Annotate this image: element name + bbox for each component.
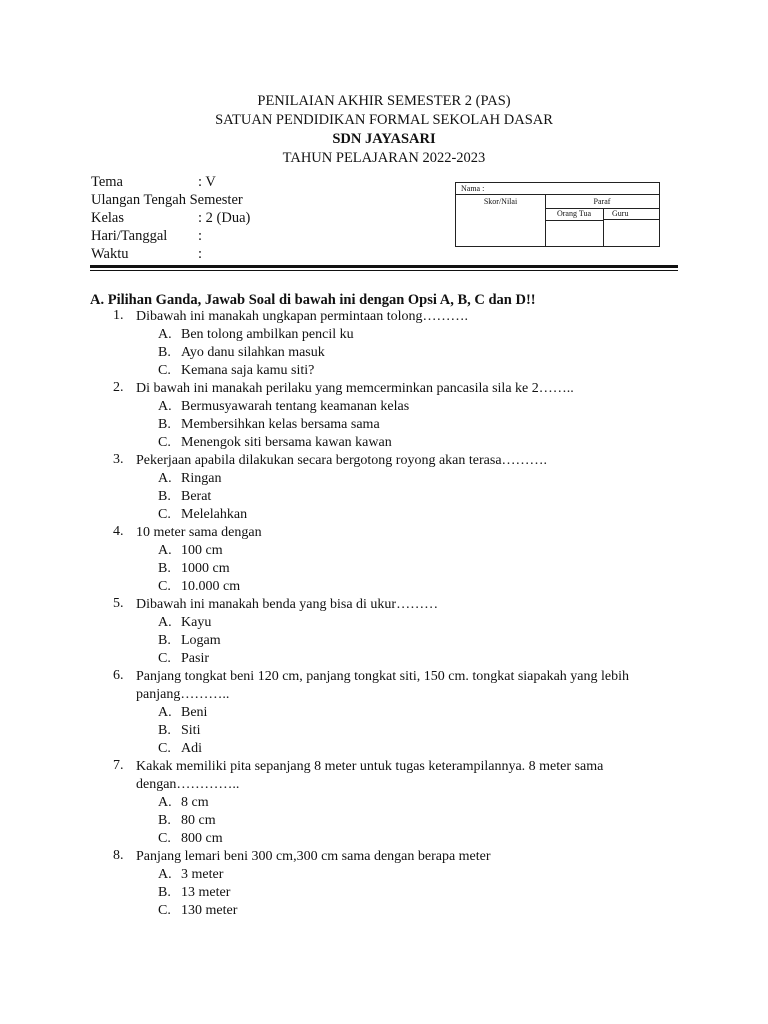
option-letter: C. (158, 507, 171, 522)
info-label: Hari/Tanggal (91, 228, 168, 244)
question-text: 10 meter sama dengan (136, 525, 262, 540)
answer-option[interactable] (0, 578, 768, 596)
option-letter: C. (158, 903, 171, 918)
option-text: 13 meter (181, 885, 231, 900)
answer-option[interactable] (0, 902, 768, 920)
answer-option[interactable] (0, 416, 768, 434)
answer-option[interactable] (0, 434, 768, 452)
exam-header (0, 92, 768, 168)
question-item (0, 524, 768, 596)
option-letter: B. (158, 417, 171, 432)
academic-year: TAHUN PELAJARAN 2022-2023 (282, 150, 486, 166)
question-text: Panjang lemari beni 300 cm,300 cm sama dengan berapa meter (136, 849, 491, 864)
question-text: Kakak memiliki pita sepanjang 8 meter untuk tugas keterampilannya. 8 meter sama dengan………….. (136, 759, 604, 792)
answer-options (0, 866, 768, 920)
answer-option[interactable] (0, 830, 768, 848)
guru-header: Guru (604, 208, 659, 220)
info-label: Ulangan Tengah Semester (91, 192, 243, 208)
option-letter: B. (158, 633, 171, 648)
answer-option[interactable] (0, 794, 768, 812)
answer-option[interactable] (0, 614, 768, 632)
option-letter: C. (158, 435, 171, 450)
header-divider-thick (90, 265, 678, 268)
option-letter: C. (158, 363, 171, 378)
option-text: Ringan (181, 471, 222, 486)
option-text: 1000 cm (181, 561, 230, 576)
question-item (0, 308, 768, 380)
info-label: Tema (91, 174, 123, 190)
answer-options (0, 470, 768, 524)
answer-options (0, 704, 768, 758)
question-text: Dibawah ini manakah ungkapan permintaan tolong………. (136, 309, 469, 324)
question-item (0, 596, 768, 668)
question-number: 3. (113, 452, 124, 467)
answer-option[interactable] (0, 398, 768, 416)
question-text: Dibawah ini manakah benda yang bisa di ukur……… (136, 597, 439, 612)
answer-option[interactable] (0, 632, 768, 650)
nama-field[interactable]: Nama : (456, 183, 659, 195)
answer-option[interactable] (0, 812, 768, 830)
option-text: 3 meter (181, 867, 224, 882)
info-label: Waktu (91, 246, 129, 262)
option-letter: B. (158, 345, 171, 360)
question-item (0, 668, 768, 758)
answer-option[interactable] (0, 344, 768, 362)
orang-tua-header: Orang Tua (545, 208, 604, 221)
answer-options (0, 542, 768, 596)
question-number: 4. (113, 524, 124, 539)
answer-option[interactable] (0, 866, 768, 884)
answer-options (0, 326, 768, 380)
option-text: Logam (181, 633, 221, 648)
answer-option[interactable] (0, 326, 768, 344)
answer-options (0, 614, 768, 668)
option-text: Adi (181, 741, 202, 756)
answer-option[interactable] (0, 884, 768, 902)
header-title: PENILAIAN AKHIR SEMESTER 2 (PAS) (257, 93, 511, 109)
question-text: Di bawah ini manakah perilaku yang memcerminkan pancasila sila ke 2…….. (136, 381, 574, 396)
answer-option[interactable] (0, 560, 768, 578)
question-number: 5. (113, 596, 124, 611)
option-text: 10.000 cm (181, 579, 241, 594)
option-text: Siti (181, 723, 201, 738)
paraf-header: Paraf (545, 195, 659, 209)
option-letter: A. (158, 705, 172, 720)
question-text: Panjang tongkat beni 120 cm, panjang tongkat siti, 150 cm. tongkat siapakah yang lebih panjang……….. (136, 669, 630, 702)
option-letter: C. (158, 651, 171, 666)
option-text: Melelahkan (181, 507, 248, 522)
question-text: Pekerjaan apabila dilakukan secara bergotong royong akan terasa………. (136, 453, 548, 468)
section-a-title: A. Pilihan Ganda, Jawab Soal di bawah ini dengan Opsi A, B, C dan D!! (90, 292, 536, 308)
orang-tua-signature-cell (545, 221, 604, 246)
option-text: Bermusyawarah tentang keamanan kelas (181, 399, 410, 414)
option-text: Kemana saja kamu siti? (181, 363, 315, 378)
option-letter: B. (158, 885, 171, 900)
header-divider-thin (90, 270, 678, 271)
school-name: SDN JAYASARI (332, 131, 436, 147)
info-value: : (198, 246, 203, 262)
option-letter: A. (158, 867, 172, 882)
option-text: 80 cm (181, 813, 216, 828)
option-letter: B. (158, 561, 171, 576)
header-subtitle: SATUAN PENDIDIKAN FORMAL SEKOLAH DASAR (215, 112, 553, 128)
answer-option[interactable] (0, 740, 768, 758)
question-number: 1. (113, 308, 124, 323)
answer-options (0, 398, 768, 452)
question-item (0, 452, 768, 524)
option-text: Kayu (181, 615, 212, 630)
question-list (0, 308, 768, 920)
option-text: 130 meter (181, 903, 238, 918)
question-item (0, 380, 768, 452)
option-letter: A. (158, 471, 172, 486)
option-text: 8 cm (181, 795, 209, 810)
answer-option[interactable] (0, 542, 768, 560)
option-text: Pasir (181, 651, 209, 666)
answer-option[interactable] (0, 362, 768, 380)
answer-option[interactable] (0, 704, 768, 722)
option-text: Membersihkan kelas bersama sama (181, 417, 380, 432)
question-item (0, 758, 768, 848)
answer-option[interactable] (0, 470, 768, 488)
answer-option[interactable] (0, 488, 768, 506)
question-number: 8. (113, 848, 124, 863)
option-letter: A. (158, 327, 172, 342)
answer-option[interactable] (0, 722, 768, 740)
option-text: Menengok siti bersama kawan kawan (181, 435, 392, 450)
question-item (0, 848, 768, 920)
answer-option[interactable] (0, 650, 768, 668)
answer-options (0, 794, 768, 848)
info-value: : V (198, 174, 216, 190)
question-number: 6. (113, 668, 124, 683)
option-letter: A. (158, 543, 172, 558)
option-letter: A. (158, 399, 172, 414)
answer-option[interactable] (0, 506, 768, 524)
info-value: : 2 (Dua) (198, 210, 251, 226)
option-letter: A. (158, 795, 172, 810)
option-text: Beni (181, 705, 208, 720)
info-label: Kelas (91, 210, 125, 226)
option-letter: C. (158, 579, 171, 594)
option-letter: B. (158, 813, 171, 828)
option-letter: C. (158, 741, 171, 756)
option-letter: A. (158, 615, 172, 630)
option-text: 800 cm (181, 831, 223, 846)
option-text: Ayo danu silahkan masuk (181, 345, 325, 360)
info-value: : (198, 228, 203, 244)
option-text: Berat (181, 489, 212, 504)
option-text: Ben tolong ambilkan pencil ku (181, 327, 354, 342)
score-signature-box (455, 182, 660, 247)
question-number: 7. (113, 758, 124, 773)
question-number: 2. (113, 380, 124, 395)
option-text: 100 cm (181, 543, 223, 558)
option-letter: B. (158, 489, 171, 504)
option-letter: C. (158, 831, 171, 846)
skor-nilai-cell: Skor/Nilai (456, 195, 546, 246)
option-letter: B. (158, 723, 171, 738)
